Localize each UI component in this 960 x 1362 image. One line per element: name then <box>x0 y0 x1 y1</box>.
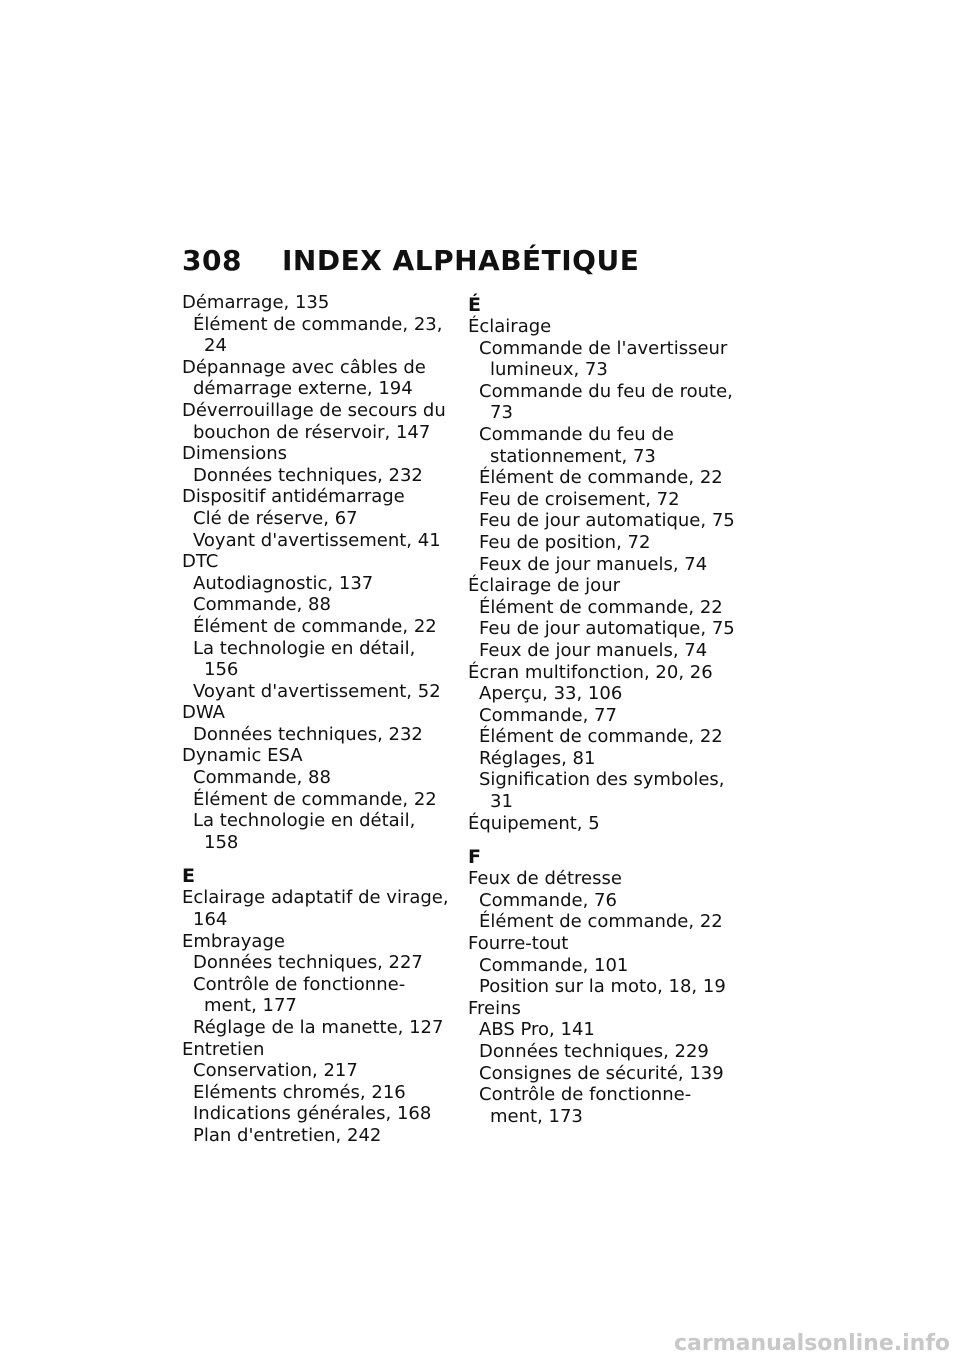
index-subentry: Réglage de la manette, 127 <box>193 1017 444 1038</box>
index-subentry: Eléments chromés, 216 <box>193 1081 406 1103</box>
page-title: INDEX ALPHABÉTIQUE <box>282 244 640 277</box>
section-letter: É <box>468 294 481 316</box>
page-header <box>182 244 639 277</box>
index-subentry: Position sur la moto, 18, 19 <box>479 976 726 998</box>
index-entry: Fourre-tout <box>468 933 569 955</box>
index-subentry: Commande de l'avertisseur lumineux, 73 <box>479 337 728 381</box>
index-subentry: Indications générales, 168 <box>193 1103 432 1125</box>
section-letter: F <box>468 846 481 869</box>
index-entry: DWA <box>182 702 225 724</box>
index-entry: DTC <box>182 551 219 573</box>
index-entry: Éclairage de jour <box>468 575 620 597</box>
index-subentry: Commande du feu de route, 73 <box>479 380 733 424</box>
index-subentry: Données techniques, 232 <box>193 723 423 745</box>
index-subentry: Voyant d'avertissement, 52 <box>193 680 441 702</box>
index-subentry: Élément de commande, 22 <box>193 788 437 810</box>
index-subentry: La technologie en détail, 156 <box>193 637 416 681</box>
section-gap <box>182 853 454 863</box>
index-subentry: Commande, 88 <box>193 767 331 789</box>
page-number: 308 <box>182 244 242 277</box>
index-entry: Embrayage <box>182 930 285 952</box>
index-subentry: Données techniques, 232 <box>193 464 423 486</box>
index-subentry: Commande, 76 <box>479 889 617 911</box>
index-subentry: Contrôle de fonctionne- ment, 177 <box>193 973 406 1017</box>
index-entry: Démarrage, 135 <box>182 292 330 313</box>
index-entry: Dimensions <box>182 443 288 465</box>
index-column-right <box>468 292 740 1127</box>
index-entry: Feux de détresse <box>468 868 622 890</box>
watermark: carmanualsonline.info <box>674 1331 950 1356</box>
index-entry: Dynamic ESA <box>182 745 303 767</box>
index-subentry: Élément de commande, 22 <box>193 615 437 637</box>
index-subentry: Conservation, 217 <box>193 1060 358 1082</box>
index-entry: Eclairage adaptatif de virage, 164 <box>182 887 449 931</box>
index-subentry: Commande, 77 <box>479 704 617 726</box>
index-entry: Éclairage <box>468 316 552 337</box>
index-subentry: Commande, 101 <box>479 954 629 976</box>
index-subentry: Feu de jour automatique, 75 <box>479 510 735 532</box>
index-subentry: Réglages, 81 <box>479 747 596 769</box>
index-subentry: Données techniques, 229 <box>479 1041 709 1062</box>
index-entry: Équipement, 5 <box>468 812 600 834</box>
index-subentry: Plan d'entretien, 242 <box>193 1124 382 1146</box>
index-subentry: Signification des symboles, 31 <box>479 769 725 813</box>
index-subentry: Élément de commande, 22 <box>479 596 723 618</box>
index-subentry: Feu de jour automatique, 75 <box>479 618 735 640</box>
index-subentry: Commande du feu de stationnement, 73 <box>479 423 674 467</box>
index-subentry: Élément de commande, 22 <box>479 726 723 748</box>
index-subentry: Feux de jour manuels, 74 <box>479 553 708 575</box>
index-entry: Dépannage avec câbles de démarrage externe, 194 <box>182 356 426 400</box>
index-subentry: Données techniques, 227 <box>193 952 423 974</box>
index-subentry: Contrôle de fonctionne- ment, 173 <box>479 1084 692 1127</box>
index-subentry: Élément de commande, 22 <box>479 911 723 933</box>
index-subentry: Feu de croisement, 72 <box>479 488 680 510</box>
index-subentry: La technologie en détail, 158 <box>193 810 416 853</box>
index-entry: Freins <box>468 997 521 1019</box>
index-subentry: Élément de commande, 22 <box>479 467 723 489</box>
index-subentry: ABS Pro, 141 <box>479 1019 595 1041</box>
section-letter: E <box>182 865 195 888</box>
index-entry: Dispositif antidémarrage <box>182 486 405 508</box>
section-gap <box>468 834 740 844</box>
index-subentry: Voyant d'avertissement, 41 <box>193 529 441 551</box>
index-subentry: Aperçu, 33, 106 <box>479 683 623 705</box>
index-subentry: Commande, 88 <box>193 594 331 616</box>
index-column-left <box>182 292 454 1147</box>
index-subentry: Feux de jour manuels, 74 <box>479 639 708 661</box>
index-subentry: Consignes de sécurité, 139 <box>479 1062 724 1084</box>
index-subentry: Clé de réserve, 67 <box>193 507 358 529</box>
index-subentry: Feu de position, 72 <box>479 531 651 553</box>
index-entry: Déverrouillage de secours du bouchon de réservoir, 147 <box>182 399 446 443</box>
index-entry: Écran multifonction, 20, 26 <box>468 661 713 683</box>
index-entry: Entretien <box>182 1038 265 1060</box>
index-subentry: Élément de commande, 23, 24 <box>193 313 443 357</box>
index-subentry: Autodiagnostic, 137 <box>193 572 374 594</box>
